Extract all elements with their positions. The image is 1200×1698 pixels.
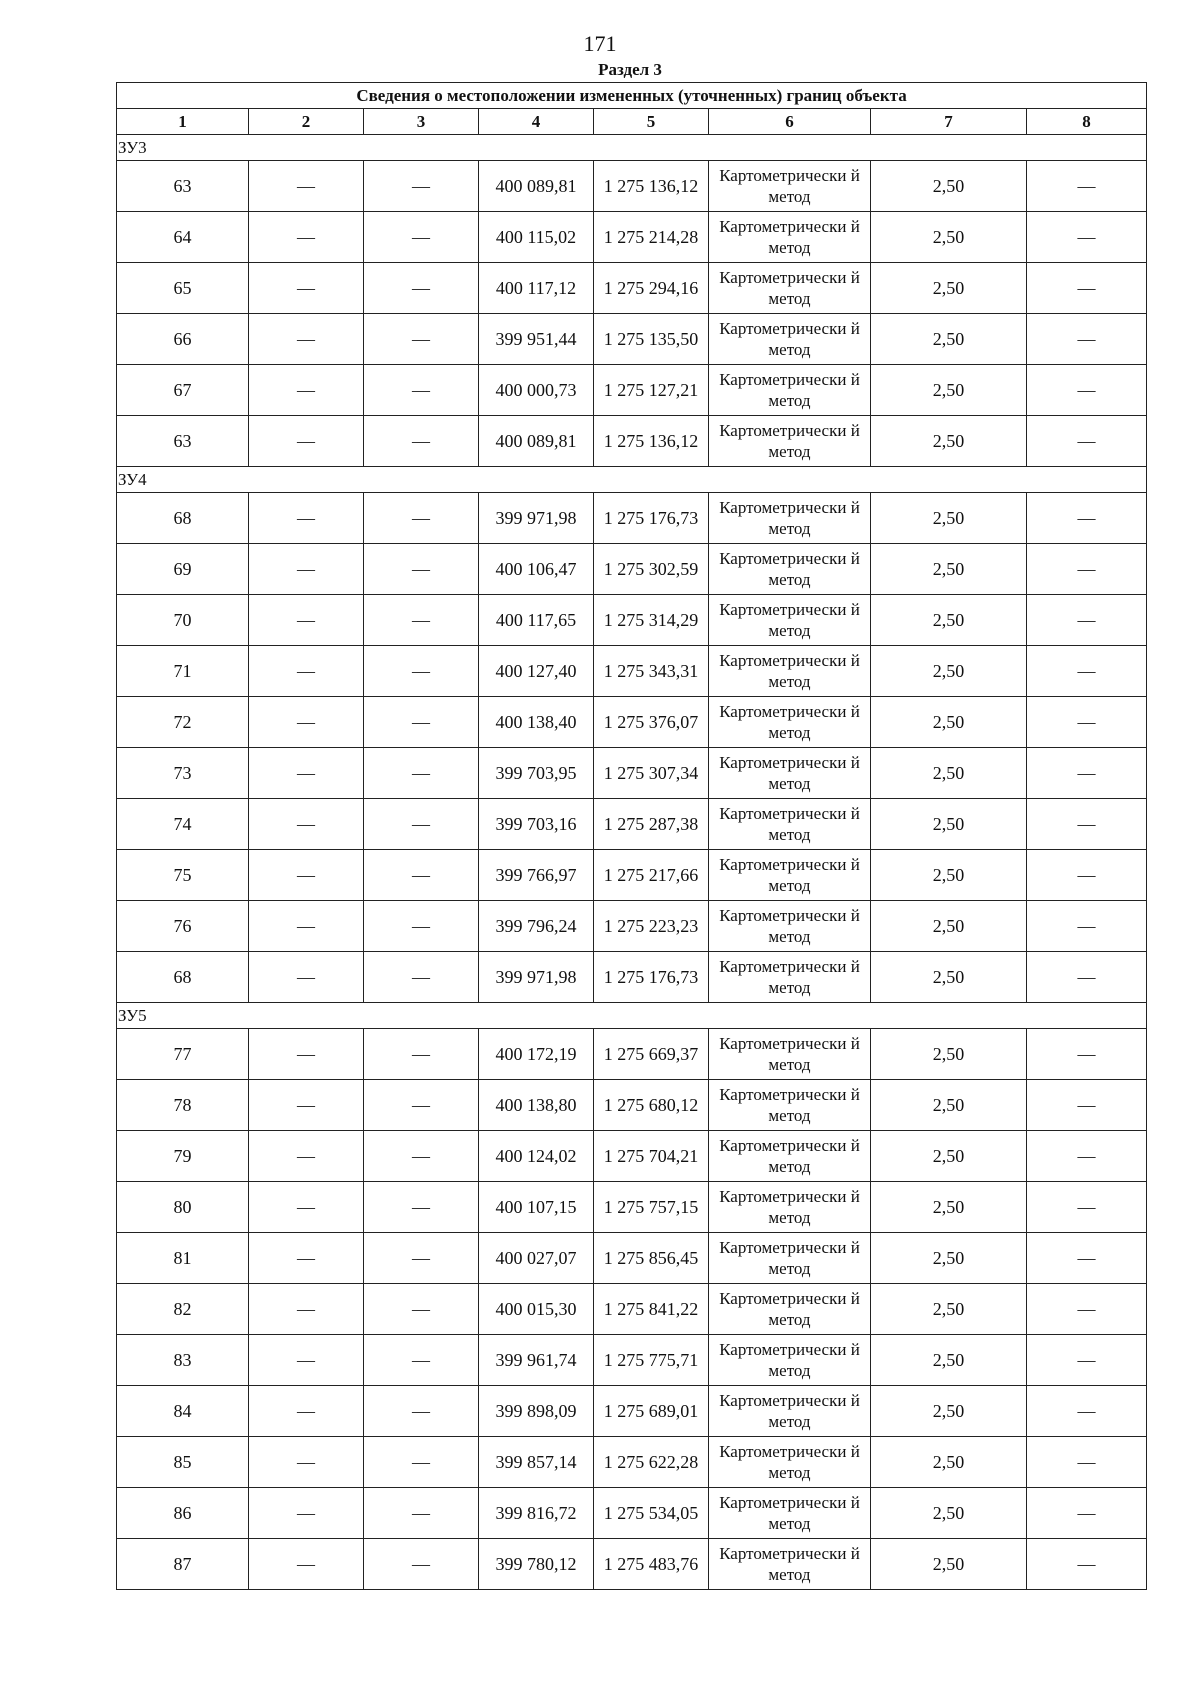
y-coordinate-cell: 1 275 136,12 — [594, 161, 709, 212]
x-coordinate-cell: 400 107,15 — [479, 1182, 594, 1233]
section-title: Раздел 3 — [598, 60, 662, 79]
x-coordinate-cell: 400 172,19 — [479, 1029, 594, 1080]
accuracy-cell: 2,50 — [871, 493, 1027, 544]
column-8-cell: — — [1027, 1437, 1147, 1488]
y-coordinate-cell: 1 275 176,73 — [594, 952, 709, 1003]
point-number-cell: 64 — [117, 212, 249, 263]
y-coordinate-cell: 1 275 314,29 — [594, 595, 709, 646]
accuracy-cell: 2,50 — [871, 365, 1027, 416]
y-coordinate-cell: 1 275 775,71 — [594, 1335, 709, 1386]
column-8-cell: — — [1027, 646, 1147, 697]
accuracy-cell: 2,50 — [871, 161, 1027, 212]
y-coordinate-cell: 1 275 214,28 — [594, 212, 709, 263]
column-2-cell: — — [249, 646, 364, 697]
point-number-cell: 78 — [117, 1080, 249, 1131]
column-2-cell: — — [249, 1182, 364, 1233]
column-number-7: 7 — [871, 109, 1027, 135]
column-2-cell: — — [249, 697, 364, 748]
point-number-cell: 81 — [117, 1233, 249, 1284]
method-cell: Картометрически й метод — [709, 493, 871, 544]
table-row — [117, 544, 1147, 595]
column-8-cell: — — [1027, 799, 1147, 850]
column-2-cell: — — [249, 212, 364, 263]
x-coordinate-cell: 399 857,14 — [479, 1437, 594, 1488]
accuracy-cell: 2,50 — [871, 1029, 1027, 1080]
table-row — [117, 1488, 1147, 1539]
table-row — [117, 646, 1147, 697]
accuracy-cell: 2,50 — [871, 850, 1027, 901]
column-number-5: 5 — [594, 109, 709, 135]
y-coordinate-cell: 1 275 483,76 — [594, 1539, 709, 1590]
accuracy-cell: 2,50 — [871, 799, 1027, 850]
table-row — [117, 901, 1147, 952]
accuracy-cell: 2,50 — [871, 595, 1027, 646]
column-2-cell: — — [249, 1029, 364, 1080]
table-row — [117, 212, 1147, 263]
column-3-cell: — — [364, 1284, 479, 1335]
accuracy-cell: 2,50 — [871, 748, 1027, 799]
method-cell: Картометрически й метод — [709, 1335, 871, 1386]
table-row — [117, 1029, 1147, 1080]
x-coordinate-cell: 399 766,97 — [479, 850, 594, 901]
column-8-cell: — — [1027, 697, 1147, 748]
method-cell: Картометрически й метод — [709, 595, 871, 646]
x-coordinate-cell: 400 117,12 — [479, 263, 594, 314]
table-row — [117, 314, 1147, 365]
y-coordinate-cell: 1 275 302,59 — [594, 544, 709, 595]
accuracy-cell: 2,50 — [871, 1131, 1027, 1182]
column-8-cell: — — [1027, 1335, 1147, 1386]
x-coordinate-cell: 400 089,81 — [479, 161, 594, 212]
group-row — [117, 135, 1147, 161]
column-3-cell: — — [364, 697, 479, 748]
y-coordinate-cell: 1 275 376,07 — [594, 697, 709, 748]
column-2-cell: — — [249, 493, 364, 544]
x-coordinate-cell: 400 127,40 — [479, 646, 594, 697]
column-8-cell: — — [1027, 212, 1147, 263]
column-8-cell: — — [1027, 263, 1147, 314]
column-8-cell: — — [1027, 161, 1147, 212]
method-cell: Картометрически й метод — [709, 697, 871, 748]
x-coordinate-cell: 399 780,12 — [479, 1539, 594, 1590]
point-number-cell: 69 — [117, 544, 249, 595]
accuracy-cell: 2,50 — [871, 697, 1027, 748]
y-coordinate-cell: 1 275 622,28 — [594, 1437, 709, 1488]
method-cell: Картометрически й метод — [709, 1131, 871, 1182]
column-8-cell: — — [1027, 1386, 1147, 1437]
column-3-cell: — — [364, 850, 479, 901]
group-label: ЗУ3 — [117, 135, 1147, 161]
column-2-cell: — — [249, 1488, 364, 1539]
table-row — [117, 1284, 1147, 1335]
x-coordinate-cell: 399 971,98 — [479, 952, 594, 1003]
column-8-cell: — — [1027, 595, 1147, 646]
table-body — [117, 83, 1147, 1590]
x-coordinate-cell: 399 971,98 — [479, 493, 594, 544]
method-cell: Картометрически й метод — [709, 416, 871, 467]
accuracy-cell: 2,50 — [871, 1284, 1027, 1335]
x-coordinate-cell: 399 703,16 — [479, 799, 594, 850]
column-3-cell: — — [364, 212, 479, 263]
table-row — [117, 697, 1147, 748]
column-8-cell: — — [1027, 1284, 1147, 1335]
x-coordinate-cell: 400 124,02 — [479, 1131, 594, 1182]
table-row — [117, 850, 1147, 901]
y-coordinate-cell: 1 275 856,45 — [594, 1233, 709, 1284]
column-8-cell: — — [1027, 850, 1147, 901]
column-2-cell: — — [249, 1233, 364, 1284]
column-3-cell: — — [364, 1029, 479, 1080]
point-number-cell: 80 — [117, 1182, 249, 1233]
method-cell: Картометрически й метод — [709, 748, 871, 799]
column-2-cell: — — [249, 365, 364, 416]
column-2-cell: — — [249, 416, 364, 467]
table-row — [117, 1182, 1147, 1233]
y-coordinate-cell: 1 275 704,21 — [594, 1131, 709, 1182]
x-coordinate-cell: 399 961,74 — [479, 1335, 594, 1386]
column-2-cell: — — [249, 1539, 364, 1590]
column-3-cell: — — [364, 544, 479, 595]
y-coordinate-cell: 1 275 223,23 — [594, 901, 709, 952]
x-coordinate-cell: 400 000,73 — [479, 365, 594, 416]
method-cell: Картометрически й метод — [709, 1080, 871, 1131]
column-3-cell: — — [364, 314, 479, 365]
x-coordinate-cell: 399 898,09 — [479, 1386, 594, 1437]
point-number-cell: 65 — [117, 263, 249, 314]
accuracy-cell: 2,50 — [871, 212, 1027, 263]
column-2-cell: — — [249, 161, 364, 212]
point-number-cell: 63 — [117, 416, 249, 467]
method-cell: Картометрически й метод — [709, 952, 871, 1003]
y-coordinate-cell: 1 275 136,12 — [594, 416, 709, 467]
table-row — [117, 952, 1147, 1003]
x-coordinate-cell: 400 138,40 — [479, 697, 594, 748]
column-3-cell: — — [364, 1233, 479, 1284]
column-2-cell: — — [249, 595, 364, 646]
y-coordinate-cell: 1 275 343,31 — [594, 646, 709, 697]
column-3-cell: — — [364, 1386, 479, 1437]
column-3-cell: — — [364, 1335, 479, 1386]
point-number-cell: 87 — [117, 1539, 249, 1590]
column-number-3: 3 — [364, 109, 479, 135]
accuracy-cell: 2,50 — [871, 1335, 1027, 1386]
table-row — [117, 1131, 1147, 1182]
table-row — [117, 748, 1147, 799]
column-2-cell: — — [249, 1284, 364, 1335]
point-number-cell: 79 — [117, 1131, 249, 1182]
group-label: ЗУ5 — [117, 1003, 1147, 1029]
column-number-2: 2 — [249, 109, 364, 135]
x-coordinate-cell: 399 951,44 — [479, 314, 594, 365]
point-number-cell: 71 — [117, 646, 249, 697]
accuracy-cell: 2,50 — [871, 1437, 1027, 1488]
table-row — [117, 799, 1147, 850]
column-number-6: 6 — [709, 109, 871, 135]
table-title: Сведения о местоположении измененных (уточненных) границ объекта — [117, 83, 1147, 109]
column-2-cell: — — [249, 1437, 364, 1488]
accuracy-cell: 2,50 — [871, 1488, 1027, 1539]
x-coordinate-cell: 399 816,72 — [479, 1488, 594, 1539]
column-2-cell: — — [249, 544, 364, 595]
accuracy-cell: 2,50 — [871, 1182, 1027, 1233]
column-2-cell: — — [249, 263, 364, 314]
column-8-cell: — — [1027, 1488, 1147, 1539]
x-coordinate-cell: 400 117,65 — [479, 595, 594, 646]
point-number-cell: 85 — [117, 1437, 249, 1488]
accuracy-cell: 2,50 — [871, 544, 1027, 595]
column-8-cell: — — [1027, 901, 1147, 952]
point-number-cell: 83 — [117, 1335, 249, 1386]
method-cell: Картометрически й метод — [709, 314, 871, 365]
method-cell: Картометрически й метод — [709, 1284, 871, 1335]
accuracy-cell: 2,50 — [871, 263, 1027, 314]
y-coordinate-cell: 1 275 841,22 — [594, 1284, 709, 1335]
boundary-table — [116, 82, 1147, 1590]
accuracy-cell: 2,50 — [871, 1080, 1027, 1131]
column-8-cell: — — [1027, 1131, 1147, 1182]
table-row — [117, 1233, 1147, 1284]
column-8-cell: — — [1027, 1080, 1147, 1131]
accuracy-cell: 2,50 — [871, 646, 1027, 697]
x-coordinate-cell: 400 106,47 — [479, 544, 594, 595]
x-coordinate-cell: 400 115,02 — [479, 212, 594, 263]
method-cell: Картометрически й метод — [709, 646, 871, 697]
table-row — [117, 416, 1147, 467]
column-3-cell: — — [364, 799, 479, 850]
x-coordinate-cell: 400 015,30 — [479, 1284, 594, 1335]
method-cell: Картометрически й метод — [709, 1488, 871, 1539]
table-row — [117, 263, 1147, 314]
column-2-cell: — — [249, 799, 364, 850]
point-number-cell: 67 — [117, 365, 249, 416]
method-cell: Картометрически й метод — [709, 544, 871, 595]
column-3-cell: — — [364, 1539, 479, 1590]
method-cell: Картометрически й метод — [709, 1182, 871, 1233]
method-cell: Картометрически й метод — [709, 263, 871, 314]
column-number-row — [117, 109, 1147, 135]
column-3-cell: — — [364, 263, 479, 314]
accuracy-cell: 2,50 — [871, 1386, 1027, 1437]
column-3-cell: — — [364, 416, 479, 467]
point-number-cell: 70 — [117, 595, 249, 646]
column-3-cell: — — [364, 365, 479, 416]
point-number-cell: 76 — [117, 901, 249, 952]
method-cell: Картометрически й метод — [709, 1437, 871, 1488]
table-row — [117, 365, 1147, 416]
column-8-cell: — — [1027, 314, 1147, 365]
x-coordinate-cell: 400 089,81 — [479, 416, 594, 467]
column-8-cell: — — [1027, 493, 1147, 544]
method-cell: Картометрически й метод — [709, 1386, 871, 1437]
column-3-cell: — — [364, 646, 479, 697]
y-coordinate-cell: 1 275 135,50 — [594, 314, 709, 365]
method-cell: Картометрически й метод — [709, 1029, 871, 1080]
y-coordinate-cell: 1 275 689,01 — [594, 1386, 709, 1437]
method-cell: Картометрически й метод — [709, 850, 871, 901]
accuracy-cell: 2,50 — [871, 314, 1027, 365]
accuracy-cell: 2,50 — [871, 1539, 1027, 1590]
y-coordinate-cell: 1 275 680,12 — [594, 1080, 709, 1131]
y-coordinate-cell: 1 275 307,34 — [594, 748, 709, 799]
table-row — [117, 595, 1147, 646]
point-number-cell: 74 — [117, 799, 249, 850]
x-coordinate-cell: 400 138,80 — [479, 1080, 594, 1131]
accuracy-cell: 2,50 — [871, 952, 1027, 1003]
method-cell: Картометрически й метод — [709, 365, 871, 416]
point-number-cell: 82 — [117, 1284, 249, 1335]
y-coordinate-cell: 1 275 757,15 — [594, 1182, 709, 1233]
column-8-cell: — — [1027, 416, 1147, 467]
column-3-cell: — — [364, 748, 479, 799]
y-coordinate-cell: 1 275 287,38 — [594, 799, 709, 850]
column-2-cell: — — [249, 748, 364, 799]
column-8-cell: — — [1027, 1182, 1147, 1233]
group-label: ЗУ4 — [117, 467, 1147, 493]
table-row — [117, 161, 1147, 212]
column-3-cell: — — [364, 1131, 479, 1182]
column-3-cell: — — [364, 493, 479, 544]
x-coordinate-cell: 399 703,95 — [479, 748, 594, 799]
point-number-cell: 86 — [117, 1488, 249, 1539]
column-2-cell: — — [249, 1386, 364, 1437]
column-8-cell: — — [1027, 365, 1147, 416]
table-row — [117, 1539, 1147, 1590]
table-title-row — [117, 83, 1147, 109]
table-row — [117, 1335, 1147, 1386]
page-number: 171 — [583, 31, 617, 56]
y-coordinate-cell: 1 275 534,05 — [594, 1488, 709, 1539]
column-2-cell: — — [249, 314, 364, 365]
method-cell: Картометрически й метод — [709, 901, 871, 952]
accuracy-cell: 2,50 — [871, 901, 1027, 952]
y-coordinate-cell: 1 275 217,66 — [594, 850, 709, 901]
column-2-cell: — — [249, 850, 364, 901]
point-number-cell: 77 — [117, 1029, 249, 1080]
point-number-cell: 68 — [117, 952, 249, 1003]
table-row — [117, 1437, 1147, 1488]
y-coordinate-cell: 1 275 669,37 — [594, 1029, 709, 1080]
column-number-4: 4 — [479, 109, 594, 135]
column-3-cell: — — [364, 161, 479, 212]
table-row — [117, 1386, 1147, 1437]
column-2-cell: — — [249, 952, 364, 1003]
column-8-cell: — — [1027, 544, 1147, 595]
point-number-cell: 72 — [117, 697, 249, 748]
method-cell: Картометрически й метод — [709, 1233, 871, 1284]
point-number-cell: 68 — [117, 493, 249, 544]
column-8-cell: — — [1027, 1029, 1147, 1080]
group-row — [117, 467, 1147, 493]
point-number-cell: 66 — [117, 314, 249, 365]
column-3-cell: — — [364, 952, 479, 1003]
column-2-cell: — — [249, 1335, 364, 1386]
column-3-cell: — — [364, 595, 479, 646]
column-8-cell: — — [1027, 1233, 1147, 1284]
column-2-cell: — — [249, 901, 364, 952]
accuracy-cell: 2,50 — [871, 1233, 1027, 1284]
table-row — [117, 493, 1147, 544]
column-number-1: 1 — [117, 109, 249, 135]
column-2-cell: — — [249, 1080, 364, 1131]
column-3-cell: — — [364, 1437, 479, 1488]
point-number-cell: 63 — [117, 161, 249, 212]
column-8-cell: — — [1027, 952, 1147, 1003]
point-number-cell: 75 — [117, 850, 249, 901]
y-coordinate-cell: 1 275 294,16 — [594, 263, 709, 314]
point-number-cell: 73 — [117, 748, 249, 799]
column-3-cell: — — [364, 901, 479, 952]
method-cell: Картометрически й метод — [709, 212, 871, 263]
method-cell: Картометрически й метод — [709, 161, 871, 212]
point-number-cell: 84 — [117, 1386, 249, 1437]
table-row — [117, 1080, 1147, 1131]
x-coordinate-cell: 399 796,24 — [479, 901, 594, 952]
accuracy-cell: 2,50 — [871, 416, 1027, 467]
column-3-cell: — — [364, 1488, 479, 1539]
group-row — [117, 1003, 1147, 1029]
column-3-cell: — — [364, 1182, 479, 1233]
column-8-cell: — — [1027, 1539, 1147, 1590]
y-coordinate-cell: 1 275 176,73 — [594, 493, 709, 544]
column-number-8: 8 — [1027, 109, 1147, 135]
method-cell: Картометрически й метод — [709, 799, 871, 850]
column-3-cell: — — [364, 1080, 479, 1131]
x-coordinate-cell: 400 027,07 — [479, 1233, 594, 1284]
method-cell: Картометрически й метод — [709, 1539, 871, 1590]
column-8-cell: — — [1027, 748, 1147, 799]
y-coordinate-cell: 1 275 127,21 — [594, 365, 709, 416]
column-2-cell: — — [249, 1131, 364, 1182]
